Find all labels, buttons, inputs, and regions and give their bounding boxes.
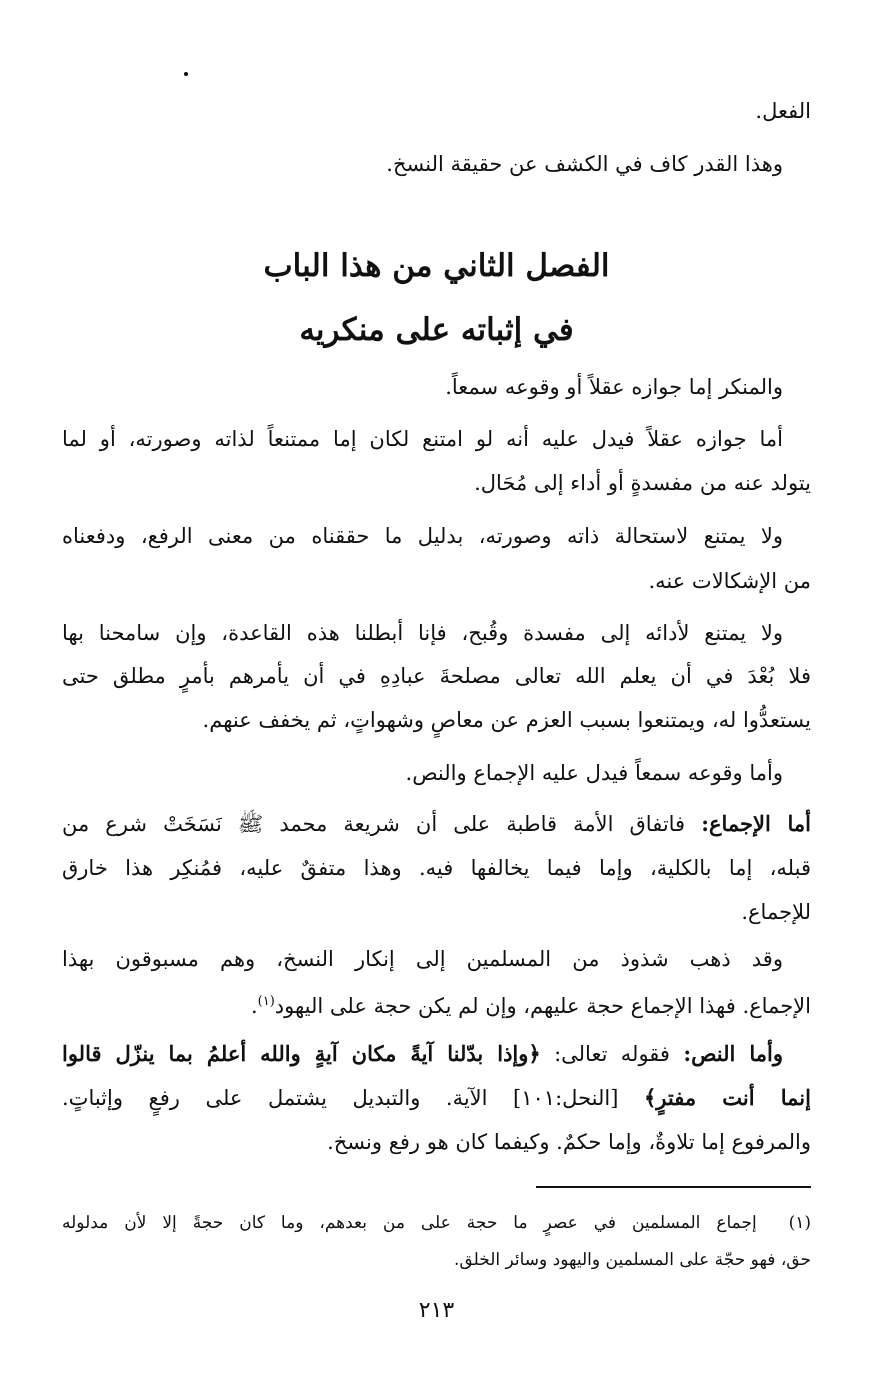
text-line: يستعدُّوا له، ويمتنعوا بسبب العزم عن معاصٍ وشهواتٍ، ثم يخفف عنهم. [202,708,811,732]
text-line: وأما النص: فقوله تعالى: ﴿وإذا بدّلنا آيةً مكان آيةٍ والله أعلمُ بما ينزّل قالوا [62,1041,783,1066]
text-line: إنما أنت مفترٍ﴾ [النحل:١٠١] الآية. والتبديل يشتمل على رفعٍ وإثباتٍ. [62,1085,811,1110]
footnote-line: (١) إجماع المسلمين في عصرٍ ما حجة على من بعدهم، وما كان حجةً إلا لأن مدلوله [62,1213,811,1233]
text-line: وأما وقوعه سمعاً فيدل عليه الإجماع والنص. [405,761,783,785]
text-line: والمرفوع إما تلاوةٌ، وإما حكمٌ. وكيفما كان هو رفع ونسخ. [327,1130,811,1154]
section-subheading: في إثباته على منكريه [299,312,574,348]
footnote-reference: (١) [257,994,275,1009]
footnote-line: حق، فهو حجّة على المسلمين واليهود وسائر الخلق. [454,1250,811,1270]
text-line: من الإشكالات عنه. [648,569,811,593]
text-line: الفعل. [755,99,811,123]
text-line: يتولد عنه من مفسدةٍ أو أداء إلى مُحَال. [474,471,811,495]
text-line: أما جوازه عقلاً فيدل عليه أنه لو امتنع لكان إما ممتنعاً لذاته وصورته، أو لما [62,427,783,451]
text-line: ولا يمتنع لأدائه إلى مفسدة وقُبح، فإنا أبطلنا هذه القاعدة، وإن سامحنا بها [62,621,783,645]
page [62,0,811,1393]
text-line: قبله، إما بالكلية، وإما فيما يخالفها فيه. وهذا متفقٌ عليه، فمُنكِر هذا خارق [62,856,811,880]
text-line: للإجماع. [741,900,811,924]
text-line: الإجماع. فهذا الإجماع حجة عليهم، وإن لم يكن حجة على اليهود$^{(١)}$. [250,994,811,1018]
footnote-marker: (١) [788,1213,811,1233]
text-line: وقد ذهب شذوذ من المسلمين إلى إنكار النسخ، وهم مسبوقون بهذا [62,947,783,971]
label-ijma: أما الإجماع: [701,811,811,836]
quran-verse-end: إنما أنت مفترٍ﴾ [643,1085,811,1110]
page-number: ٢١٣ [418,1298,455,1323]
text-line: وهذا القدر كاف في الكشف عن حقيقة النسخ. [386,152,783,176]
footnote-divider [536,1186,811,1188]
text-line: أما الإجماع: فاتفاق الأمة قاطبة على أن شريعة محمد ﷺ نَسَخَتْ شرع من [62,811,811,836]
label-nass: وأما النص: [683,1041,783,1066]
quran-verse: ﴿وإذا بدّلنا آيةً مكان آيةٍ والله أعلمُ بما ينزّل قالوا [62,1041,541,1066]
section-heading: الفصل الثاني من هذا الباب [263,248,610,284]
text-line: ولا يمتنع لاستحالة ذاته وصورته، بدليل ما حققناه من معنى الرفع، ودفعناه [62,524,783,548]
ink-dot [184,72,188,76]
text-line: فلا بُعْدَ في أن يعلم الله تعالى مصلحةَ عبادِهِ في أن يأمرهم بأمرٍ مطلق حتى [62,664,811,688]
text-line: والمنكر إما جوازه عقلاً أو وقوعه سمعاً. [445,375,783,399]
